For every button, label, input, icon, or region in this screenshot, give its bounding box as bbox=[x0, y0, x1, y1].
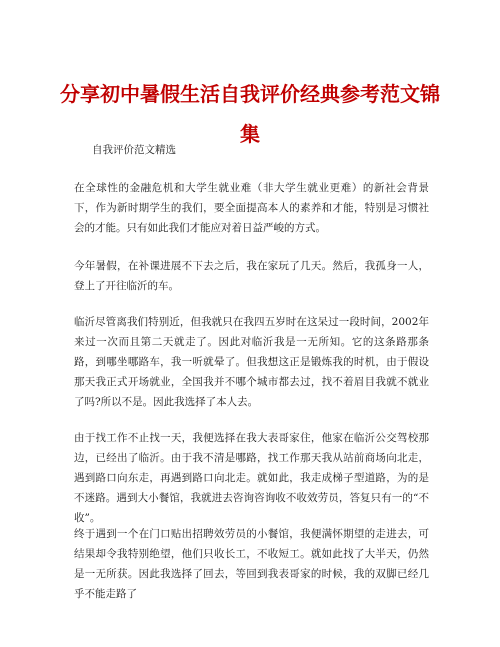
document-subtitle: 自我评价范文精选 bbox=[92, 144, 176, 156]
paragraph-1: 在全球性的金融危机和大学生就业难（非大学生就业更难）的新社会背景下，作为新时期学生的我们，要全面提高本人的素养和才能，特别是习惯社会的才能。只有如此我们才能应对着日益严峻的方式。 bbox=[74, 182, 429, 234]
document-title: 分享初中暑假生活自我评价经典参考范文锦集 bbox=[60, 82, 440, 146]
paragraph-5: 终于遇到一个在门口贴出招聘效劳员的小餐馆，我便满怀期望的走进去，可结果却令我特别绝望，他们只收长工，不收短工。就如此找了大半天，仍然是一无所获。因此我选择了回去，等回到我表哥家的时候，我的双脚已经几乎不能走路了 bbox=[74, 528, 429, 600]
paragraph-3: 临沂尽管离我们特别近，但我就只在我四五岁时在这呆过一段时间，2002年来过一次而且第二天就走了。因此对临沂我是一无所知。它的这条路那条路，到哪坐哪路车，我一听就晕了。但我想这正是锻炼我的时机，由于假设那天我正式开场就业，全国我并不哪个城市都去过，找不着眉目我就不就业了吗?所以不是。因此我选择了本人去。 bbox=[74, 316, 429, 408]
paragraph-4: 由于找工作不止找一天，我便选择在我大表哥家住，他家在临沂公交驾校那边，已经出了临沂。由于我不清是哪路，找工作那天我从站前商场向北走，遇到路口向东走，再遇到路口向北走。就如此，我走成梯子型道路，为的是不迷路。遇到大小餐馆，我就进去咨询咨询收不收效劳员，答复只有一的“不收”。 bbox=[74, 432, 429, 524]
paragraph-2: 今年暑假，在补课进展不下去之后，我在家玩了几天。然后，我孤身一人，登上了开往临沂的车。 bbox=[74, 260, 429, 292]
